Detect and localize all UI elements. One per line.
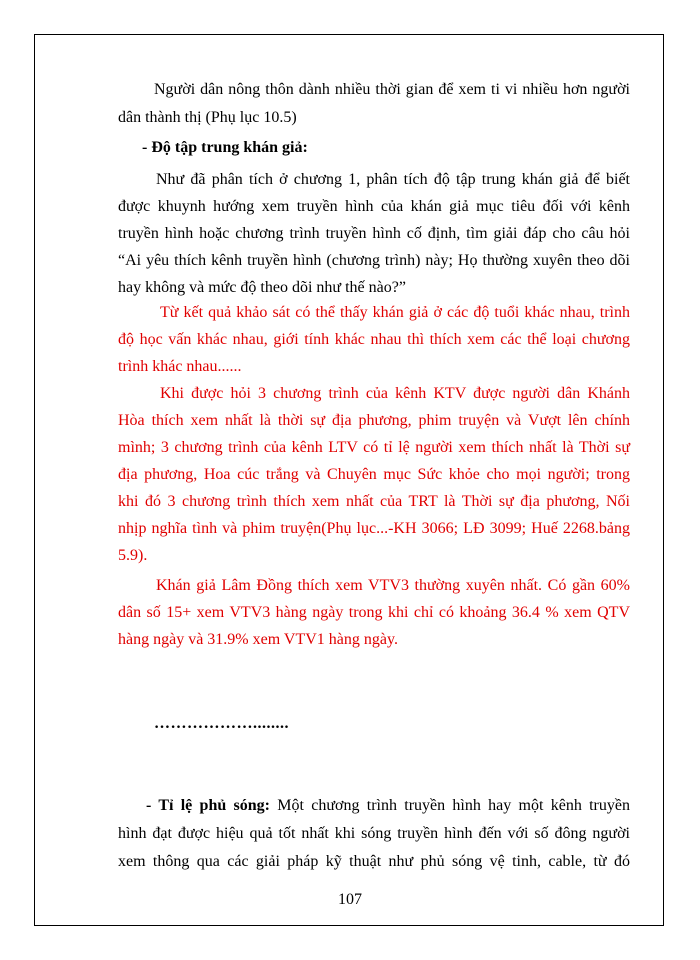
paragraph-line: dân thành thị (Phụ lục 10.5) [118,109,297,126]
paragraph-line: Khán giả Lâm Đồng thích xem VTV3 thường xuyên nhất. Có gần 60% [156,577,630,594]
paragraph-line: được khuynh hướng xem truyền hình của khán giả mục tiêu đối với kênh [118,198,630,215]
paragraph-line: Từ kết quả khảo sát có thể thấy khán giả ở các độ tuổi khác nhau, trình [160,304,630,321]
ellipsis-separator: ………………........ [154,715,289,732]
paragraph-line: nhịp nghĩa tình và phim truyện(Phụ lục...-KH 3066; LĐ 3099; Huế 2268.bảng [118,520,630,537]
paragraph-line: Người dân nông thôn dành nhiều thời gian để xem ti vi nhiều hơn người [154,81,630,98]
paragraph-line: Hòa thích xem nhất là thời sự địa phương, phim truyện và Vượt lên chính [118,412,630,429]
paragraph-line: hình đạt được hiệu quả tốt nhất khi sóng truyền hình đến với số đông người [118,825,630,842]
paragraph-line: xem thông qua các giải pháp kỹ thuật như phủ sóng vệ tinh, cable, từ đó [118,853,630,870]
page-number: 107 [338,891,362,908]
paragraph-line: hàng ngày và 31.9% xem VTV1 hàng ngày. [118,631,398,648]
paragraph-line: độ học vấn khác nhau, giới tính khác nhau thì thích xem các thể loại chương [118,331,630,348]
paragraph-line: khi đó 3 chương trình thích xem nhất của TRT là Thời sự địa phương, Nối [118,493,630,510]
paragraph-line: “Ai yêu thích kênh truyền hình (chương trình) này; Họ thường xuyên theo dõi [118,252,630,269]
paragraph-line: hay không và mức độ theo dõi như thế nào?” [118,279,406,296]
paragraph-text: Một chương trình truyền hình hay một kênh truyền [270,797,630,814]
coverage-line-first [146,796,630,816]
paragraph-line: địa phương, Hoa cúc trắng và Chuyên mục Sức khỏe cho mọi người; trong [118,466,630,483]
section-heading-audience-focus: - Độ tập trung khán giả: [142,139,308,156]
section-heading-coverage: - Tỉ lệ phủ sóng: [146,797,270,814]
paragraph-line: dân số 15+ xem VTV3 hàng ngày trong khi chỉ có khoảng 36.4 % xem QTV [118,604,630,621]
paragraph-line: 5.9). [118,547,148,564]
paragraph-line: Như đã phân tích ở chương 1, phân tích độ tập trung khán giả để biết [156,171,630,188]
paragraph-line: mình; 3 chương trình của kênh LTV có tỉ lệ người xem thích nhất là Thời sự [118,439,630,456]
paragraph-line: truyền hình hoặc chương trình truyền hình cố định, tìm giải đáp cho câu hỏi [118,225,630,242]
paragraph-line: trình khác nhau...... [118,358,242,375]
paragraph-line: Khi được hỏi 3 chương trình của kênh KTV được người dân Khánh [160,385,630,402]
